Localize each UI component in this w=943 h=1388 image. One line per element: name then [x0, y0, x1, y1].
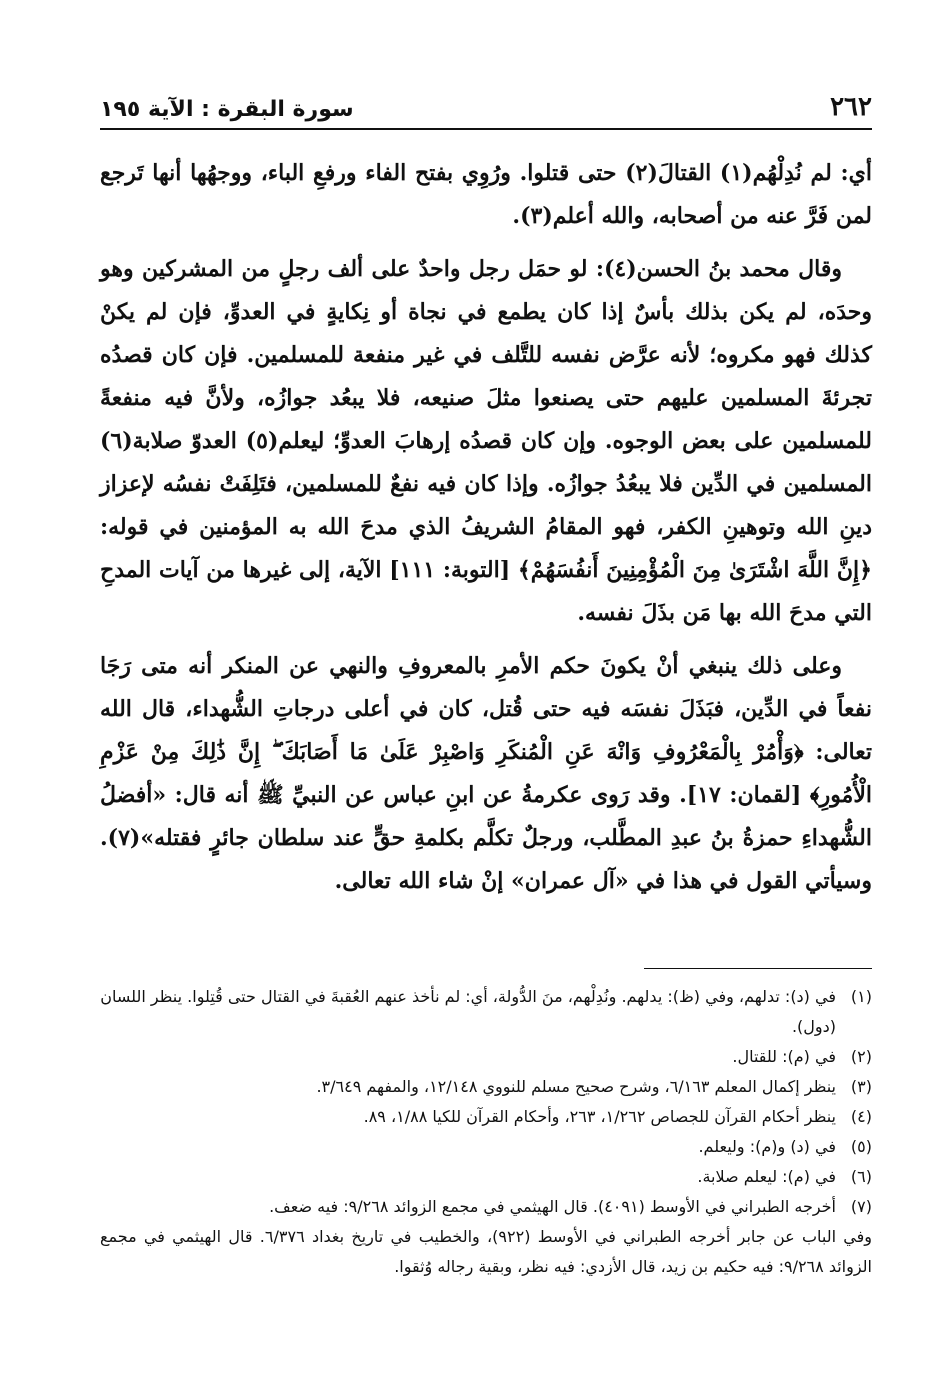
paragraph: وقال محمد بنُ الحسن(٤): لو حمَل رجل واحدٌ على ألف رجلٍ من المشركين وهو وحدَه، لم يكن بذلك بأسٌ إذا كان يطمع في نجاة أو نِكايةٍ في العدوِّ، فإن لم يكنْ كذلك فهو مكروه؛ لأنه عرَّض نفسه للتَّلف في غير منفعة للمسلمين. فإن كان قصدُه تجرئةَ المسلمين عليهم حتى يصنعوا مثلَ صنيعه، فلا يبعُد جوازُه، ولأنَّ فيه منفعةً للمسلمين على بعض الوجوه. وإن كان قصدُه إرهابَ العدوِّ؛ ليعلم(٥) العدوّ صلابة(٦) المسلمين في الدِّين فلا يبعُدُ جوازُه. وإذا كان فيه نفعٌ للمسلمين، فتَلِفَتْ نفسُه لإعزاز دينِ الله وتوهينِ الكفر، فهو المقامُ الشريفُ الذي مدحَ الله به المؤمنين في قوله: ﴿إِنَّ اللَّهَ اشْتَرَىٰ مِنَ الْمُؤْمِنِينَ أَنفُسَهُمْ﴾ [التوبة: ١١١] الآية، إلى غيرها من آيات المدحِ التي مدحَ الله بها مَن بذَلَ نفسه. — [100, 256, 872, 626]
footnote — [100, 1042, 872, 1072]
footnote-number: (٤) — [850, 1107, 872, 1126]
footnote-number: (٧) — [850, 1197, 872, 1216]
page-header — [100, 88, 872, 122]
footnote-text: في (م): للقتال. — [732, 1047, 836, 1066]
footnote — [100, 1162, 872, 1192]
main-text — [100, 152, 872, 913]
footnote — [100, 1072, 872, 1102]
footnote-number: (٢) — [850, 1047, 872, 1066]
footnote — [100, 1132, 872, 1162]
running-title: سورة البقرة : الآية ١٩٥ — [100, 97, 354, 122]
page-number: ٢٦٢ — [830, 92, 872, 122]
footnote-text: في (د): تدلهم، وفي (ظ): يدلهم. ونُدِلْهم، منَ الدُّولة، أي: لم نأخذ عنهم العُقبةَ في القتال حتى قُتِلوا. ينظر اللسان (دول). — [100, 987, 836, 1036]
footnote-number: (٣) — [850, 1077, 872, 1096]
footnote — [100, 1102, 872, 1132]
footnote-text: ينظر إكمال المعلم ٦/١٦٣، وشرح صحيح مسلم للنووي ١٢/١٤٨، والمفهم ٣/٦٤٩. — [316, 1077, 836, 1096]
paragraph: وعلى ذلك ينبغي أنْ يكونَ حكم الأمرِ بالمعروفِ والنهي عن المنكر أنه متى رَجَا نفعاً في الدِّين، فبَذَلَ نفسَه فيه حتى قُتل، كان في أعلى درجاتِ الشُّهداء، قال الله تعالى: ﴿وَأْمُرْ بِالْمَعْرُوفِ وَانْهَ عَنِ الْمُنكَرِ وَاصْبِرْ عَلَىٰ مَا أَصَابَكَ ۖ إِنَّ ذَٰلِكَ مِنْ عَزْمِ الْأُمُورِ﴾ [لقمان: ١٧]. وقد رَوى عكرمةُ عن ابنِ عباس عن النبيِّ ﷺ أنه قال: «أفضلُ الشُّهداءِ حمزةُ بنُ عبدِ المطَّلب، ورجلٌ تكلَّم بكلمةِ حقٍّ عند سلطان جائرٍ فقتله»(٧). وسيأتي القول في هذا في «آل عمران» إنْ شاء الله تعالى. — [100, 653, 872, 894]
footnote-number: (٥) — [850, 1137, 872, 1156]
header-rule — [100, 128, 872, 130]
footnote — [100, 982, 872, 1042]
footnote-text: أخرجه الطبراني في الأوسط (٤٠٩١). قال الهيثمي في مجمع الزوائد ٩/٢٦٨: فيه ضعف. — [269, 1197, 836, 1216]
footnote-continuation: وفي الباب عن جابر أخرجه الطبراني في الأوسط (٩٢٢)، والخطيب في تاريخ بغداد ٦/٣٧٦. قال الهيثمي في مجمع الزوائد ٩/٢٦٨: فيه حكيم بن زيد، قال الأزدي: فيه نظر، وبقية رجاله وُثقوا. — [100, 1227, 873, 1276]
footnote — [100, 1192, 872, 1222]
footnote-text: في (د) و(م): وليعلم. — [698, 1137, 836, 1156]
footnote-separator — [644, 968, 872, 969]
footnote-number: (٦) — [850, 1167, 872, 1186]
footnote-number: (١) — [850, 987, 872, 1006]
paragraph: أي: لم نُدِلْهُم(١) القتالَ(٢) حتى قتلوا. ورُوِي بفتح الفاء ورفعِ الباء، ووجهُها أنها تَرجع لمن فَرَّ عنه من أصحابه، والله أعلم(٣). — [100, 160, 872, 229]
footnotes — [100, 982, 872, 1282]
footnote-text: ينظر أحكام القرآن للجصاص ١/٢٦٢، ٢٦٣، وأحكام القرآن للكيا ١/٨٨، ٨٩. — [363, 1107, 836, 1126]
footnote-text: في (م): ليعلم صلابة. — [697, 1167, 836, 1186]
